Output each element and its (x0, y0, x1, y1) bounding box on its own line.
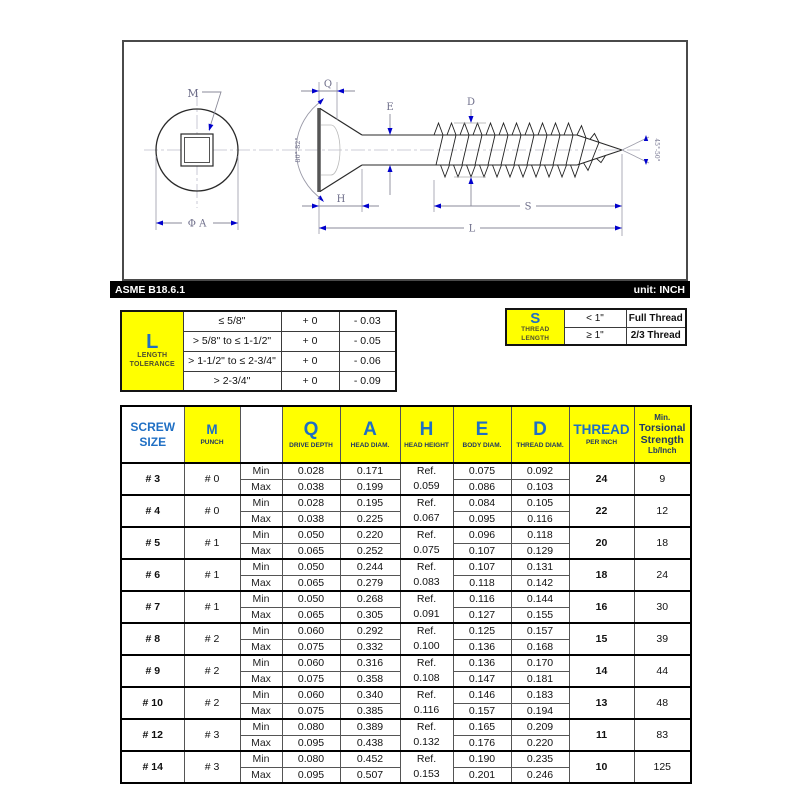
thread-length-table (505, 308, 687, 346)
cell-e-max: 0.157 (453, 703, 511, 719)
cell-min-label: Min (240, 591, 282, 607)
cell-d-min: 0.131 (511, 559, 569, 575)
label-m: M (187, 87, 199, 100)
thread-rule: Full Thread (626, 309, 686, 327)
head-height-ref: Ref. (416, 561, 437, 573)
cell-q-max: 0.095 (282, 735, 340, 751)
s-letter: S (530, 310, 541, 328)
cell-punch: # 3 (184, 719, 240, 751)
standard-name: ASME B18.6.1 (115, 283, 186, 296)
cell-e-max: 0.095 (453, 511, 511, 527)
standard-bar (110, 281, 690, 298)
head-height-ref: Ref. (416, 593, 437, 605)
cell-threads-per-inch: 11 (569, 719, 634, 751)
tol-range: > 5/8" to ≤ 1-1/2" (183, 331, 281, 351)
cell-punch: # 1 (184, 591, 240, 623)
cell-a-max: 0.279 (340, 575, 400, 591)
spec-row-6-min (121, 559, 691, 575)
cell-a-min: 0.244 (340, 559, 400, 575)
head-height-max: 0.116 (413, 704, 440, 716)
cell-screw-size: # 12 (121, 719, 184, 751)
cell-torsional-strength: 48 (634, 687, 691, 719)
spec-row-3-min (121, 463, 691, 479)
h-arrow-right (362, 204, 369, 209)
cell-q-max: 0.038 (282, 511, 340, 527)
cell-d-min: 0.144 (511, 591, 569, 607)
cell-a-min: 0.171 (340, 463, 400, 479)
q-letter: Q (303, 418, 319, 440)
cell-min-label: Min (240, 623, 282, 639)
cell-max-label: Max (240, 735, 282, 751)
cell-screw-size: # 8 (121, 623, 184, 655)
cell-a-max: 0.332 (340, 639, 400, 655)
header-m-punch (184, 406, 240, 463)
cell-d-max: 0.116 (511, 511, 569, 527)
tol-minus: - 0.05 (339, 331, 396, 351)
l-arrow-right (615, 226, 622, 231)
head-height-ref: Ref. (416, 721, 437, 733)
head-height-max: 0.100 (413, 640, 440, 652)
label-phi-a: Φ A (187, 218, 207, 230)
cell-e-max: 0.118 (453, 575, 511, 591)
thread-range: ≥ 1" (564, 327, 626, 345)
cell-torsional-strength: 125 (634, 751, 691, 783)
cell-max-label: Max (240, 543, 282, 559)
cell-a-min: 0.340 (340, 687, 400, 703)
cell-threads-per-inch: 18 (569, 559, 634, 591)
cell-threads-per-inch: 15 (569, 623, 634, 655)
cell-a-max: 0.199 (340, 479, 400, 495)
cell-d-max: 0.194 (511, 703, 569, 719)
q-arrow-right (337, 89, 344, 94)
tol-minus: - 0.09 (339, 371, 396, 391)
head-cone-top (320, 109, 362, 136)
phiA-arrow-left (156, 221, 163, 226)
cell-d-max: 0.103 (511, 479, 569, 495)
strength-unit-label: Lb/Inch (648, 445, 677, 455)
d-arrow-bottom (469, 177, 474, 184)
label-s: S (524, 201, 532, 213)
cell-min-label: Min (240, 559, 282, 575)
spec-row-12-min (121, 719, 691, 735)
s-arrow-left (434, 204, 441, 209)
head-height-ref: Ref. (416, 497, 437, 509)
cell-threads-per-inch: 13 (569, 687, 634, 719)
cell-d-min: 0.170 (511, 655, 569, 671)
cell-punch: # 2 (184, 655, 240, 687)
label-q: Q (323, 79, 333, 90)
label-point-angle: 45°-50° (653, 138, 660, 162)
cell-torsional-strength: 12 (634, 495, 691, 527)
header-screw-size (121, 406, 184, 463)
cell-threads-per-inch: 10 (569, 751, 634, 783)
tol-plus: + 0 (281, 331, 339, 351)
cell-head-height (400, 655, 453, 687)
screw-spec-table (120, 405, 692, 784)
header-a (340, 406, 400, 463)
cell-e-min: 0.125 (453, 623, 511, 639)
tol-range: ≤ 5/8" (183, 311, 281, 331)
cell-q-min: 0.028 (282, 495, 340, 511)
cell-e-max: 0.127 (453, 607, 511, 623)
cell-e-min: 0.190 (453, 751, 511, 767)
tol-minus: - 0.03 (339, 311, 396, 331)
label-head-angle: 80°-82° (294, 137, 302, 163)
cell-e-min: 0.136 (453, 655, 511, 671)
d-label: THREAD DIAM. (516, 441, 564, 449)
cell-e-max: 0.136 (453, 639, 511, 655)
thread-label: PER INCH (585, 439, 618, 447)
cell-screw-size: # 4 (121, 495, 184, 527)
cell-q-max: 0.065 (282, 607, 340, 623)
cell-d-min: 0.235 (511, 751, 569, 767)
head-height-max: 0.059 (413, 480, 440, 492)
cell-screw-size: # 9 (121, 655, 184, 687)
cell-q-min: 0.080 (282, 751, 340, 767)
cell-a-min: 0.389 (340, 719, 400, 735)
a-label: HEAD DIAM. (350, 441, 390, 449)
thread-length-header (506, 309, 564, 345)
cell-a-max: 0.438 (340, 735, 400, 751)
strength-min-label: Min. (654, 412, 671, 422)
cell-punch: # 0 (184, 495, 240, 527)
cell-min-label: Min (240, 719, 282, 735)
e-letter: E (475, 418, 489, 440)
head-height-max: 0.091 (413, 608, 440, 620)
cell-max-label: Max (240, 639, 282, 655)
strength-main-label: Torsional Strength (639, 422, 686, 446)
cell-head-height (400, 495, 453, 527)
cell-min-label: Min (240, 463, 282, 479)
cell-e-min: 0.116 (453, 591, 511, 607)
label-h: H (336, 194, 346, 205)
cell-punch: # 0 (184, 463, 240, 495)
cell-a-min: 0.195 (340, 495, 400, 511)
cell-a-min: 0.452 (340, 751, 400, 767)
cell-q-min: 0.050 (282, 527, 340, 543)
cell-threads-per-inch: 16 (569, 591, 634, 623)
head-height-max: 0.108 (413, 672, 440, 684)
header-h (400, 406, 453, 463)
m-letter: M (206, 421, 218, 437)
cell-q-max: 0.065 (282, 575, 340, 591)
cell-q-min: 0.050 (282, 591, 340, 607)
q-arrow-left (312, 89, 319, 94)
header-q (282, 406, 340, 463)
cell-screw-size: # 14 (121, 751, 184, 783)
cell-d-min: 0.105 (511, 495, 569, 511)
cell-max-label: Max (240, 607, 282, 623)
cell-q-max: 0.075 (282, 639, 340, 655)
spec-row-14-min (121, 751, 691, 767)
header-d (511, 406, 569, 463)
cell-max-label: Max (240, 703, 282, 719)
e-arrow-top (388, 128, 393, 135)
cell-a-min: 0.220 (340, 527, 400, 543)
cell-e-min: 0.084 (453, 495, 511, 511)
cell-e-max: 0.147 (453, 671, 511, 687)
cell-min-label: Min (240, 751, 282, 767)
s-sub-2: LENGTH (521, 334, 550, 342)
cell-e-min: 0.146 (453, 687, 511, 703)
cell-head-height (400, 559, 453, 591)
cell-head-height (400, 687, 453, 719)
cell-head-height (400, 463, 453, 495)
cell-d-min: 0.092 (511, 463, 569, 479)
head-height-max: 0.132 (413, 736, 440, 748)
cell-q-min: 0.028 (282, 463, 340, 479)
cell-punch: # 2 (184, 687, 240, 719)
cell-a-min: 0.268 (340, 591, 400, 607)
head-height-ref: Ref. (416, 657, 437, 669)
cell-max-label: Max (240, 767, 282, 783)
cell-screw-size: # 5 (121, 527, 184, 559)
cell-punch: # 1 (184, 527, 240, 559)
cell-screw-size: # 3 (121, 463, 184, 495)
label-d: D (466, 97, 476, 108)
cell-torsional-strength: 30 (634, 591, 691, 623)
header-minmax (240, 406, 282, 463)
cell-head-height (400, 591, 453, 623)
head-height-ref: Ref. (416, 689, 437, 701)
screw-size-line2: SIZE (139, 434, 167, 449)
cell-d-min: 0.183 (511, 687, 569, 703)
tol-plus: + 0 (281, 311, 339, 331)
spec-row-10-min (121, 687, 691, 703)
d-letter: D (533, 418, 547, 440)
cell-d-max: 0.220 (511, 735, 569, 751)
cell-d-min: 0.118 (511, 527, 569, 543)
label-e: E (386, 102, 394, 113)
s-arrow-right (615, 204, 622, 209)
h-letter: H (419, 418, 434, 440)
cell-head-height (400, 527, 453, 559)
tol-minus: - 0.06 (339, 351, 396, 371)
cell-threads-per-inch: 20 (569, 527, 634, 559)
cell-min-label: Min (240, 495, 282, 511)
head-cone-bottom (320, 165, 362, 192)
cell-punch: # 3 (184, 751, 240, 783)
e-label: BODY DIAM. (462, 441, 502, 449)
length-tolerance-header (121, 311, 183, 391)
cell-a-max: 0.358 (340, 671, 400, 687)
screw-drawing (124, 42, 686, 279)
cell-d-min: 0.209 (511, 719, 569, 735)
cell-torsional-strength: 9 (634, 463, 691, 495)
cell-min-label: Min (240, 655, 282, 671)
spec-row-9-min (121, 655, 691, 671)
square-recess-outer (181, 134, 213, 166)
cell-a-max: 0.507 (340, 767, 400, 783)
d-arrow-top (469, 116, 474, 123)
cell-a-min: 0.292 (340, 623, 400, 639)
e-arrow-bottom (388, 165, 393, 172)
cell-q-min: 0.080 (282, 719, 340, 735)
cell-min-label: Min (240, 687, 282, 703)
cell-q-max: 0.075 (282, 703, 340, 719)
cell-q-min: 0.050 (282, 559, 340, 575)
m-leader-arrow (209, 124, 214, 131)
cell-screw-size: # 6 (121, 559, 184, 591)
cell-max-label: Max (240, 479, 282, 495)
cell-e-max: 0.107 (453, 543, 511, 559)
header-torsional-strength (634, 406, 691, 463)
cell-max-label: Max (240, 511, 282, 527)
cell-a-max: 0.252 (340, 543, 400, 559)
cell-screw-size: # 10 (121, 687, 184, 719)
length-tolerance-table (120, 310, 397, 392)
cell-a-max: 0.225 (340, 511, 400, 527)
head-height-max: 0.075 (413, 544, 440, 556)
cell-screw-size: # 7 (121, 591, 184, 623)
spec-row-5-min (121, 527, 691, 543)
cell-q-min: 0.060 (282, 655, 340, 671)
cell-min-label: Min (240, 527, 282, 543)
head-height-max: 0.083 (413, 576, 440, 588)
cell-e-min: 0.165 (453, 719, 511, 735)
header-thread-per-inch (569, 406, 634, 463)
h-arrow-left (312, 204, 319, 209)
cell-torsional-strength: 24 (634, 559, 691, 591)
cell-threads-per-inch: 22 (569, 495, 634, 527)
head-height-ref: Ref. (416, 465, 437, 477)
cell-head-height (400, 623, 453, 655)
tol-range: > 1-1/2" to ≤ 2-3/4" (183, 351, 281, 371)
cell-a-max: 0.385 (340, 703, 400, 719)
cell-q-min: 0.060 (282, 623, 340, 639)
s-sub-1: THREAD (521, 326, 550, 334)
cell-max-label: Max (240, 575, 282, 591)
cell-e-max: 0.176 (453, 735, 511, 751)
cell-q-max: 0.065 (282, 543, 340, 559)
thread-letter: THREAD (573, 421, 630, 437)
screw-size-line1: SCREW (130, 419, 176, 434)
head-height-ref: Ref. (416, 529, 437, 541)
spec-row-8-min (121, 623, 691, 639)
spec-row-7-min (121, 591, 691, 607)
cell-torsional-strength: 18 (634, 527, 691, 559)
cell-d-max: 0.155 (511, 607, 569, 623)
l-arrow-left (319, 226, 326, 231)
cell-punch: # 2 (184, 623, 240, 655)
tol-range: > 2-3/4" (183, 371, 281, 391)
cell-d-max: 0.246 (511, 767, 569, 783)
head-height-max: 0.067 (413, 512, 440, 524)
cell-torsional-strength: 44 (634, 655, 691, 687)
cell-e-min: 0.075 (453, 463, 511, 479)
cell-e-min: 0.107 (453, 559, 511, 575)
cell-threads-per-inch: 14 (569, 655, 634, 687)
l-sub-1: LENGTH (137, 352, 168, 360)
unit-label: unit: INCH (633, 283, 685, 296)
cell-e-max: 0.201 (453, 767, 511, 783)
cell-q-max: 0.075 (282, 671, 340, 687)
cell-e-max: 0.086 (453, 479, 511, 495)
l-letter: L (146, 331, 159, 354)
cell-a-max: 0.305 (340, 607, 400, 623)
tol-plus: + 0 (281, 351, 339, 371)
cell-torsional-strength: 83 (634, 719, 691, 751)
head-height-ref: Ref. (416, 625, 437, 637)
cell-q-min: 0.060 (282, 687, 340, 703)
tol-plus: + 0 (281, 371, 339, 391)
head-height-max: 0.153 (413, 768, 440, 780)
cell-d-min: 0.157 (511, 623, 569, 639)
cell-d-max: 0.129 (511, 543, 569, 559)
label-l: L (468, 223, 476, 235)
cell-threads-per-inch: 24 (569, 463, 634, 495)
h-label: HEAD HEIGHT (404, 441, 449, 449)
l-sub-2: TOLERANCE (129, 361, 175, 368)
cell-d-max: 0.181 (511, 671, 569, 687)
cell-q-max: 0.038 (282, 479, 340, 495)
phiA-arrow-right (231, 221, 238, 226)
cell-max-label: Max (240, 671, 282, 687)
thread-range: < 1" (564, 309, 626, 327)
head-height-ref: Ref. (416, 753, 437, 765)
cell-a-min: 0.316 (340, 655, 400, 671)
q-label: DRIVE DEPTH (289, 441, 333, 449)
cell-torsional-strength: 39 (634, 623, 691, 655)
cell-q-max: 0.095 (282, 767, 340, 783)
m-label: PUNCH (200, 439, 224, 447)
technical-drawing-box (122, 40, 688, 281)
a-letter: A (363, 418, 377, 440)
cell-d-max: 0.168 (511, 639, 569, 655)
thread-rule: 2/3 Thread (626, 327, 686, 345)
cell-e-min: 0.096 (453, 527, 511, 543)
cell-head-height (400, 751, 453, 783)
cell-d-max: 0.142 (511, 575, 569, 591)
header-e (453, 406, 511, 463)
spec-row-4-min (121, 495, 691, 511)
cell-head-height (400, 719, 453, 751)
cell-punch: # 1 (184, 559, 240, 591)
